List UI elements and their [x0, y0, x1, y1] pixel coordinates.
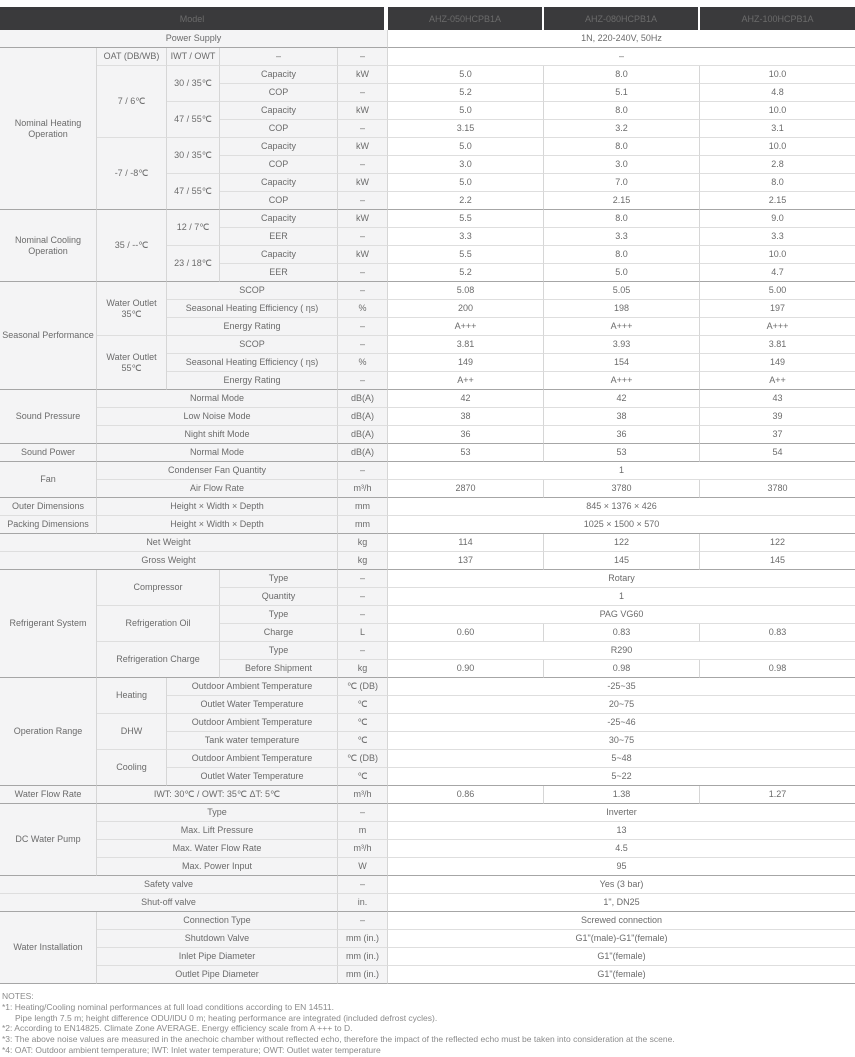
label-cell: 35 / --℃	[97, 210, 167, 282]
value-cell: 42	[544, 390, 700, 408]
label-cell: –	[338, 642, 388, 660]
value-cell: 4.5	[388, 840, 855, 858]
label-cell: –	[338, 192, 388, 210]
label-cell: W	[338, 858, 388, 876]
label-cell: Refrigerant System	[0, 570, 97, 678]
value-cell: R290	[388, 642, 855, 660]
value-cell: 1.38	[544, 786, 700, 804]
table-row	[0, 750, 855, 768]
label-cell: m³/h	[338, 786, 388, 804]
value-cell: 149	[700, 354, 855, 372]
value-cell: G1"(female)	[388, 948, 855, 966]
label-cell: DC Water Pump	[0, 804, 97, 876]
table-row	[0, 678, 855, 696]
label-cell: Before Shipment	[220, 660, 338, 678]
value-cell: 9.0	[700, 210, 855, 228]
value-cell: 3.1	[700, 120, 855, 138]
label-cell: Air Flow Rate	[97, 480, 338, 498]
label-cell: ℃ (DB)	[338, 678, 388, 696]
table-row	[0, 282, 855, 300]
label-cell: –	[338, 282, 388, 300]
label-cell: Water Installation	[0, 912, 97, 984]
label-cell: Refrigeration Charge	[97, 642, 220, 678]
value-cell: 5.0	[388, 174, 544, 192]
value-cell: 3.2	[544, 120, 700, 138]
value-cell: 8.0	[700, 174, 855, 192]
value-cell: 5.5	[388, 246, 544, 264]
label-cell: Charge	[220, 624, 338, 642]
value-cell: 154	[544, 354, 700, 372]
label-cell: –	[220, 48, 338, 66]
table-row	[0, 858, 855, 876]
value-cell: 5.0	[544, 264, 700, 282]
label-cell: Shutdown Valve	[97, 930, 338, 948]
label-cell: Power Supply	[0, 30, 388, 48]
label-cell: Normal Mode	[97, 444, 338, 462]
label-cell: mm (in.)	[338, 966, 388, 984]
label-cell: %	[338, 354, 388, 372]
model-column-header-3: AHZ-100HCPB1A	[700, 7, 855, 30]
value-cell: 0.60	[388, 624, 544, 642]
table-row	[0, 606, 855, 624]
value-cell: 36	[544, 426, 700, 444]
value-cell: 5.2	[388, 84, 544, 102]
label-cell: –	[338, 606, 388, 624]
value-cell: 54	[700, 444, 855, 462]
value-cell: 5.0	[388, 138, 544, 156]
value-cell: 5~48	[388, 750, 855, 768]
value-cell: 0.98	[544, 660, 700, 678]
label-cell: Quantity	[220, 588, 338, 606]
table-row	[0, 48, 855, 66]
table-row	[0, 912, 855, 930]
label-cell: –	[338, 156, 388, 174]
label-cell: Fan	[0, 462, 97, 498]
table-row	[0, 444, 855, 462]
label-cell: Capacity	[220, 246, 338, 264]
table-row	[0, 894, 855, 912]
value-cell: 5.5	[388, 210, 544, 228]
value-cell: G1"(male)-G1"(female)	[388, 930, 855, 948]
label-cell: mm (in.)	[338, 948, 388, 966]
table-row	[0, 786, 855, 804]
label-cell: DHW	[97, 714, 167, 750]
value-cell: 39	[700, 408, 855, 426]
label-cell: kW	[338, 102, 388, 120]
value-cell: 10.0	[700, 66, 855, 84]
label-cell: mm (in.)	[338, 930, 388, 948]
label-cell: mm	[338, 516, 388, 534]
value-cell: 3.81	[388, 336, 544, 354]
value-cell: 0.83	[700, 624, 855, 642]
value-cell: 1N, 220-240V, 50Hz	[388, 30, 855, 48]
label-cell: Max. Lift Pressure	[97, 822, 338, 840]
label-cell: Operation Range	[0, 678, 97, 786]
label-cell: –	[338, 876, 388, 894]
table-row	[0, 534, 855, 552]
label-cell: EER	[220, 264, 338, 282]
value-cell: A+++	[700, 318, 855, 336]
label-cell: kW	[338, 138, 388, 156]
value-cell: 36	[388, 426, 544, 444]
value-cell: -25~35	[388, 678, 855, 696]
label-cell: ℃	[338, 696, 388, 714]
value-cell: PAG VG60	[388, 606, 855, 624]
value-cell: 4.8	[700, 84, 855, 102]
label-cell: in.	[338, 894, 388, 912]
label-cell: –	[338, 84, 388, 102]
label-cell: Gross Weight	[0, 552, 338, 570]
label-cell: Energy Rating	[167, 372, 338, 390]
value-cell: 3.3	[544, 228, 700, 246]
value-cell: Inverter	[388, 804, 855, 822]
label-cell: COP	[220, 120, 338, 138]
label-cell: -7 / -8℃	[97, 138, 167, 210]
value-cell: A++	[700, 372, 855, 390]
value-cell: 8.0	[544, 102, 700, 120]
label-cell: OAT (DB/WB)	[97, 48, 167, 66]
label-cell: dB(A)	[338, 426, 388, 444]
model-header-row	[0, 7, 855, 30]
model-column-header-1: AHZ-050HCPB1A	[388, 7, 544, 30]
value-cell: 2.8	[700, 156, 855, 174]
label-cell: –	[338, 912, 388, 930]
value-cell: 3780	[700, 480, 855, 498]
spec-table	[0, 7, 855, 984]
label-cell: Height × Width × Depth	[97, 516, 338, 534]
value-cell: A+++	[544, 372, 700, 390]
table-row	[0, 138, 855, 156]
label-cell: ℃	[338, 732, 388, 750]
table-row	[0, 66, 855, 84]
value-cell: Rotary	[388, 570, 855, 588]
label-cell: Nominal Cooling Operation	[0, 210, 97, 282]
label-cell: Cooling	[97, 750, 167, 786]
label-cell: –	[338, 120, 388, 138]
label-cell: Tank water temperature	[167, 732, 338, 750]
note-line-3: *3: The above noise values are measured in the anechoic chamber without reflected echo, therefore the impact of the reflected echo must be taken into consideration at the scene.	[2, 1034, 675, 1045]
label-cell: Capacity	[220, 210, 338, 228]
label-cell: Water Outlet 35℃	[97, 282, 167, 336]
value-cell: 0.98	[700, 660, 855, 678]
label-cell: Sound Pressure	[0, 390, 97, 444]
value-cell: 5.2	[388, 264, 544, 282]
value-cell: 3.0	[388, 156, 544, 174]
value-cell: 145	[700, 552, 855, 570]
label-cell: kg	[338, 660, 388, 678]
value-cell: 3.81	[700, 336, 855, 354]
label-cell: SCOP	[167, 282, 338, 300]
label-cell: –	[338, 318, 388, 336]
label-cell: –	[338, 570, 388, 588]
label-cell: Normal Mode	[97, 390, 338, 408]
label-cell: Outlet Water Temperature	[167, 768, 338, 786]
table-row	[0, 390, 855, 408]
label-cell: IWT: 30℃ / OWT: 35℃ ΔT: 5℃	[97, 786, 338, 804]
table-row	[0, 822, 855, 840]
table-row	[0, 642, 855, 660]
label-cell: Outlet Pipe Diameter	[97, 966, 338, 984]
value-cell: 845 × 1376 × 426	[388, 498, 855, 516]
label-cell: Capacity	[220, 174, 338, 192]
value-cell: 42	[388, 390, 544, 408]
label-cell: m	[338, 822, 388, 840]
value-cell: 7.0	[544, 174, 700, 192]
value-cell: 3.3	[388, 228, 544, 246]
label-cell: –	[338, 372, 388, 390]
value-cell: 30~75	[388, 732, 855, 750]
label-cell: kW	[338, 174, 388, 192]
label-cell: kg	[338, 552, 388, 570]
label-cell: 30 / 35℃	[167, 66, 220, 102]
value-cell: 122	[544, 534, 700, 552]
value-cell: -25~46	[388, 714, 855, 732]
note-line-1b: Pipe length 7.5 m; height difference ODU/IDU 0 m; heating performance are integrated (included defrost cycles).	[15, 1012, 438, 1023]
notes-section	[0, 984, 855, 1056]
label-cell: 23 / 18℃	[167, 246, 220, 282]
label-cell: kg	[338, 534, 388, 552]
table-row	[0, 210, 855, 228]
value-cell: 20~75	[388, 696, 855, 714]
label-cell: Seasonal Heating Efficiency ( ηs)	[167, 300, 338, 318]
label-cell: ℃ (DB)	[338, 750, 388, 768]
value-cell: 1", DN25	[388, 894, 855, 912]
value-cell: Screwed connection	[388, 912, 855, 930]
label-cell: kW	[338, 210, 388, 228]
label-cell: 30 / 35℃	[167, 138, 220, 174]
value-cell: 5.0	[388, 102, 544, 120]
label-cell: COP	[220, 84, 338, 102]
label-cell: Refrigeration Oil	[97, 606, 220, 642]
value-cell: 200	[388, 300, 544, 318]
label-cell: Type	[97, 804, 338, 822]
notes-title: NOTES:	[2, 991, 34, 1001]
label-cell: 12 / 7℃	[167, 210, 220, 246]
value-cell: 8.0	[544, 66, 700, 84]
table-row	[0, 966, 855, 984]
label-cell: –	[338, 588, 388, 606]
table-row	[0, 336, 855, 354]
value-cell: –	[388, 48, 855, 66]
value-cell: 8.0	[544, 246, 700, 264]
value-cell: 3.3	[700, 228, 855, 246]
value-cell: 8.0	[544, 138, 700, 156]
label-cell: Seasonal Performance	[0, 282, 97, 390]
note-line-1: *1: Heating/Cooling nominal performances at full load conditions according to EN 14511.	[2, 1001, 335, 1012]
label-cell: Packing Dimensions	[0, 516, 97, 534]
value-cell: 122	[700, 534, 855, 552]
label-cell: COP	[220, 156, 338, 174]
value-cell: 5.08	[388, 282, 544, 300]
label-cell: ℃	[338, 768, 388, 786]
value-cell: G1"(female)	[388, 966, 855, 984]
value-cell: 10.0	[700, 246, 855, 264]
value-cell: 3.0	[544, 156, 700, 174]
label-cell: Type	[220, 570, 338, 588]
value-cell: 1025 × 1500 × 570	[388, 516, 855, 534]
table-row	[0, 408, 855, 426]
value-cell: 10.0	[700, 138, 855, 156]
table-row	[0, 930, 855, 948]
label-cell: Max. Water Flow Rate	[97, 840, 338, 858]
label-cell: Water Flow Rate	[0, 786, 97, 804]
value-cell: A+++	[544, 318, 700, 336]
label-cell: –	[338, 264, 388, 282]
value-cell: 38	[388, 408, 544, 426]
table-row	[0, 498, 855, 516]
value-cell: 0.90	[388, 660, 544, 678]
value-cell: 5.0	[388, 66, 544, 84]
label-cell: Shut-off valve	[0, 894, 338, 912]
label-cell: L	[338, 624, 388, 642]
label-cell: Outer Dimensions	[0, 498, 97, 516]
value-cell: 198	[544, 300, 700, 318]
table-row	[0, 462, 855, 480]
label-cell: Net Weight	[0, 534, 338, 552]
value-cell: 1.27	[700, 786, 855, 804]
value-cell: 3.15	[388, 120, 544, 138]
table-row	[0, 804, 855, 822]
value-cell: 5.05	[544, 282, 700, 300]
table-row	[0, 30, 855, 48]
value-cell: 1	[388, 588, 855, 606]
value-cell: A++	[388, 372, 544, 390]
value-cell: 53	[544, 444, 700, 462]
model-header-label: Model	[0, 7, 388, 30]
label-cell: Energy Rating	[167, 318, 338, 336]
table-row	[0, 570, 855, 588]
value-cell: 5.00	[700, 282, 855, 300]
spec-table-body	[0, 30, 855, 984]
value-cell: Yes (3 bar)	[388, 876, 855, 894]
value-cell: 37	[700, 426, 855, 444]
value-cell: 114	[388, 534, 544, 552]
value-cell: 5.1	[544, 84, 700, 102]
table-row	[0, 876, 855, 894]
label-cell: EER	[220, 228, 338, 246]
label-cell: 47 / 55℃	[167, 102, 220, 138]
label-cell: –	[338, 336, 388, 354]
label-cell: Max. Power Input	[97, 858, 338, 876]
label-cell: dB(A)	[338, 390, 388, 408]
value-cell: 2870	[388, 480, 544, 498]
value-cell: 197	[700, 300, 855, 318]
label-cell: IWT / OWT	[167, 48, 220, 66]
label-cell: Outdoor Ambient Temperature	[167, 714, 338, 732]
label-cell: Condenser Fan Quantity	[97, 462, 338, 480]
label-cell: 47 / 55℃	[167, 174, 220, 210]
label-cell: Safety valve	[0, 876, 338, 894]
label-cell: 7 / 6℃	[97, 66, 167, 138]
label-cell: kW	[338, 66, 388, 84]
value-cell: A+++	[388, 318, 544, 336]
label-cell: COP	[220, 192, 338, 210]
value-cell: 2.15	[700, 192, 855, 210]
label-cell: dB(A)	[338, 408, 388, 426]
label-cell: m³/h	[338, 840, 388, 858]
label-cell: Height × Width × Depth	[97, 498, 338, 516]
label-cell: Sound Power	[0, 444, 97, 462]
label-cell: %	[338, 300, 388, 318]
value-cell: 43	[700, 390, 855, 408]
table-row	[0, 552, 855, 570]
label-cell: SCOP	[167, 336, 338, 354]
value-cell: 95	[388, 858, 855, 876]
table-row	[0, 516, 855, 534]
table-row	[0, 840, 855, 858]
label-cell: Capacity	[220, 102, 338, 120]
label-cell: kW	[338, 246, 388, 264]
label-cell: Seasonal Heating Efficiency ( ηs)	[167, 354, 338, 372]
value-cell: 145	[544, 552, 700, 570]
label-cell: dB(A)	[338, 444, 388, 462]
value-cell: 3.93	[544, 336, 700, 354]
label-cell: Nominal Heating Operation	[0, 48, 97, 210]
value-cell: 0.83	[544, 624, 700, 642]
label-cell: Connection Type	[97, 912, 338, 930]
value-cell: 5~22	[388, 768, 855, 786]
table-row	[0, 714, 855, 732]
label-cell: Compressor	[97, 570, 220, 606]
value-cell: 10.0	[700, 102, 855, 120]
label-cell: Water Outlet 55℃	[97, 336, 167, 390]
model-column-header-2: AHZ-080HCPB1A	[544, 7, 700, 30]
label-cell: Capacity	[220, 66, 338, 84]
label-cell: Capacity	[220, 138, 338, 156]
label-cell: mm	[338, 498, 388, 516]
table-row	[0, 948, 855, 966]
value-cell: 2.15	[544, 192, 700, 210]
label-cell: –	[338, 804, 388, 822]
value-cell: 2.2	[388, 192, 544, 210]
value-cell: 3780	[544, 480, 700, 498]
label-cell: m³/h	[338, 480, 388, 498]
note-line-4: *4: OAT: Outdoor ambient temperature; IWT: Inlet water temperature; OWT: Outlet water temperature	[2, 1044, 381, 1055]
value-cell: 4.7	[700, 264, 855, 282]
label-cell: Outdoor Ambient Temperature	[167, 750, 338, 768]
table-row	[0, 480, 855, 498]
label-cell: –	[338, 48, 388, 66]
label-cell: Night shift Mode	[97, 426, 338, 444]
value-cell: 53	[388, 444, 544, 462]
label-cell: Inlet Pipe Diameter	[97, 948, 338, 966]
note-line-2: *2: According to EN14825. Climate Zone AVERAGE. Energy efficiency scale from A +++ to D.	[2, 1023, 353, 1034]
label-cell: ℃	[338, 714, 388, 732]
label-cell: Low Noise Mode	[97, 408, 338, 426]
value-cell: 0.86	[388, 786, 544, 804]
value-cell: 149	[388, 354, 544, 372]
label-cell: Type	[220, 642, 338, 660]
value-cell: 13	[388, 822, 855, 840]
label-cell: Type	[220, 606, 338, 624]
value-cell: 8.0	[544, 210, 700, 228]
label-cell: Outdoor Ambient Temperature	[167, 678, 338, 696]
value-cell: 38	[544, 408, 700, 426]
label-cell: –	[338, 462, 388, 480]
label-cell: Heating	[97, 678, 167, 714]
value-cell: 137	[388, 552, 544, 570]
label-cell: –	[338, 228, 388, 246]
table-row	[0, 426, 855, 444]
label-cell: Outlet Water Temperature	[167, 696, 338, 714]
value-cell: 1	[388, 462, 855, 480]
